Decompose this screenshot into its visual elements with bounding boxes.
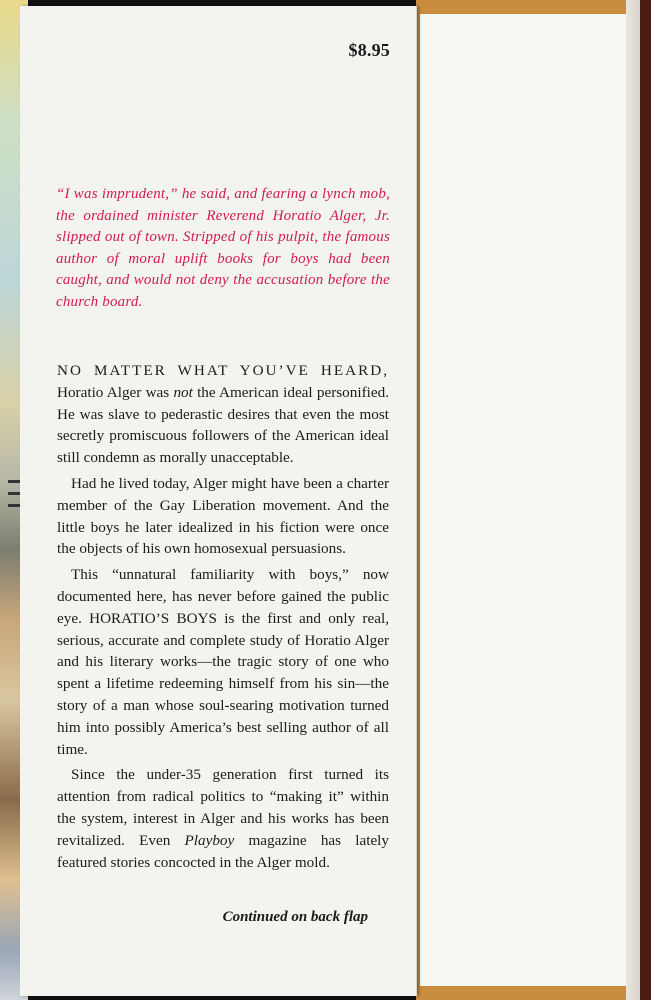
paragraph-1-text: Horatio Alger was: [57, 383, 174, 401]
paragraph-1-text-cont: the American ideal personified. He was slave to pederastic desires that even the most secretly promiscuous followers of the American ideal still condemn as morally unacceptable.: [57, 383, 389, 467]
paragraph-2: Had he lived today, Alger might have been a charter member of the Gay Liberation movement. And the little boys he later idealized in his fiction were once the objects of his own homosexual persuasions.: [57, 474, 389, 558]
paragraph-4-text: Since the under-35 generation first turned its attention from radical politics to “making it” within the system, interest in Alger and his works has been revitalized. Even: [57, 766, 389, 849]
paragraph-4-text-cont: magazine has lately featured stories concocted in the Alger mold.: [57, 831, 389, 871]
board-edge: [626, 0, 640, 1000]
pull-quote: “I was imprudent,” he said, and fearing a lynch mob, the ordained minister Reverend Horatio Alger, Jr. slipped out of town. Stripped of his pulpit, the famous author of moral uplift books for boys had been caught, and would not deny the accusation before the church board.: [56, 186, 390, 310]
endpaper: [420, 14, 626, 986]
flap-copy: [57, 360, 389, 877]
emphasis-not: not: [173, 383, 193, 401]
emphasis-playboy: Playboy: [184, 831, 235, 849]
paragraph-4: [57, 764, 389, 873]
dust-jacket-flap: [20, 6, 417, 996]
paragraph-1: [57, 360, 389, 469]
spine-edge: [640, 0, 651, 1000]
paragraph-3: This “unnatural familiarity with boys,” now documented here, has never before gained the public eye. HORATIO’S BOYS is the first and only real, serious, accurate and complete study of Horatio Alger and his literary works—the tragic story of one who spent a lifetime redeeming himself from his sin—the story of a man whose soul-searing motivation turned him into possibly America’s best selling author of all time.: [57, 566, 389, 758]
price: $8.95: [348, 40, 390, 60]
lead-in-caps: NO MATTER WHAT YOU’VE HEARD,: [57, 362, 389, 379]
continued-note: Continued on back flap: [222, 909, 368, 925]
